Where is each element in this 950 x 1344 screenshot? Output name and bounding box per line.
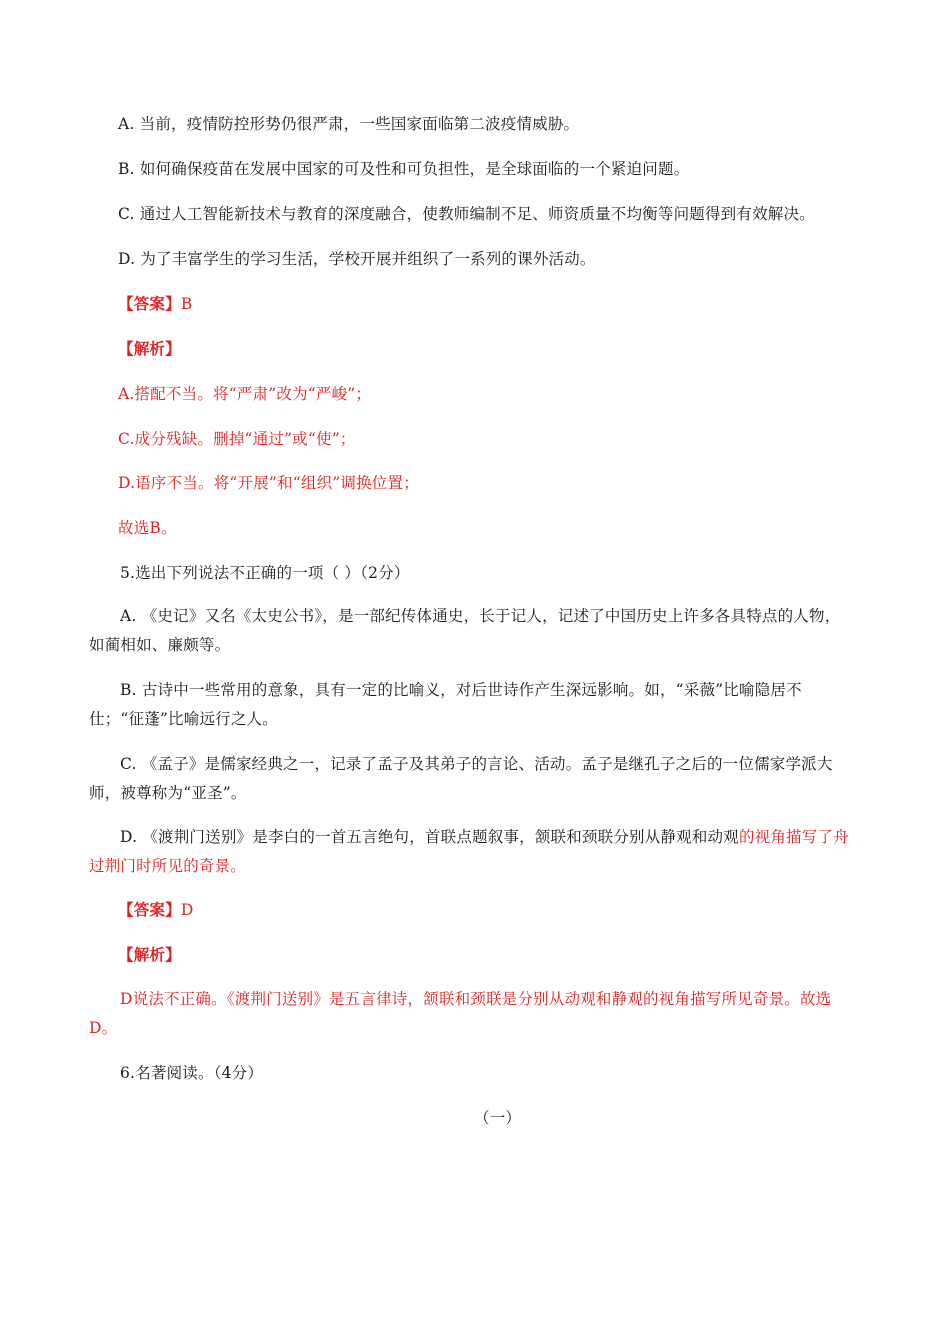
q5-option-a: A. 《史记》又名《太史公书》，是一部纪传体通史，长于记人，记述了中国历史上许多各具特点的人物，如蔺相如、廉颇等。 <box>89 607 841 654</box>
q5-answer <box>118 900 193 920</box>
q4-analysis-d: D.语序不当。将“开展”和“组织”调换位置； <box>118 474 419 492</box>
q5-analysis-text: D说法不正确。《渡荆门送别》是五言律诗，颔联和颈联是分别从动观和静观的视角描写所见奇景。故选D。 <box>89 990 832 1037</box>
q4-option-d: D. 为了丰富学生的学习生活，学校开展并组织了一系列的课外活动。 <box>118 250 596 268</box>
q4-analysis-conclusion: 故选B。 <box>118 519 177 537</box>
q5-option-d-text: D. 《渡荆门送别》是李白的一首五言绝句，首联点题叙事，颔联和颈联分别从静观和动观 <box>120 828 739 846</box>
q5-option-d <box>89 823 855 881</box>
q5-stem: 5.选出下列说法不正确的一项（ ）（2分） <box>120 564 410 582</box>
q4-analysis-tag: 【解析】 <box>118 339 181 358</box>
q4-answer <box>118 294 192 314</box>
q5-option-c: C. 《孟子》是儒家经典之一，记录了孟子及其弟子的言论、活动。孟子是继孔子之后的一位儒家学派大师，被尊称为“亚圣”。 <box>89 755 833 802</box>
q5-analysis-tag: 【解析】 <box>118 945 181 964</box>
q4-analysis-a: A.搭配不当。将“严肃”改为“严峻”； <box>118 385 372 403</box>
answer-tag: 【答案】 <box>118 294 181 313</box>
q5-option-b: B. 古诗中一些常用的意象，具有一定的比喻义，对后世诗作产生深远影响。如，“采薇”比喻隐居不仕；“征蓬”比喻远行之人。 <box>89 681 802 728</box>
answer-value: D <box>180 901 194 919</box>
q4-option-a: A. 当前，疫情防控形势仍很严肃，一些国家面临第二波疫情威胁。 <box>118 115 580 133</box>
q6-stem: 6.名著阅读。（4分） <box>120 1064 264 1082</box>
q5-option-d-highlight: 的视角描写了舟过荆门时所见的奇景。 <box>89 828 849 875</box>
answer-value: B <box>180 295 193 313</box>
q6-section-heading: （一） <box>474 1109 522 1127</box>
q4-option-b: B. 如何确保疫苗在发展中国家的可及性和可负担性，是全球面临的一个紧迫问题。 <box>118 160 690 178</box>
q4-analysis-c: C.成分残缺。删掉“通过”或“使”； <box>118 430 356 448</box>
q4-option-c: C. 通过人工智能新技术与教育的深度融合，使教师编制不足、师资质量不均衡等问题得到有效解决。 <box>118 205 815 223</box>
answer-tag: 【答案】 <box>118 900 181 919</box>
